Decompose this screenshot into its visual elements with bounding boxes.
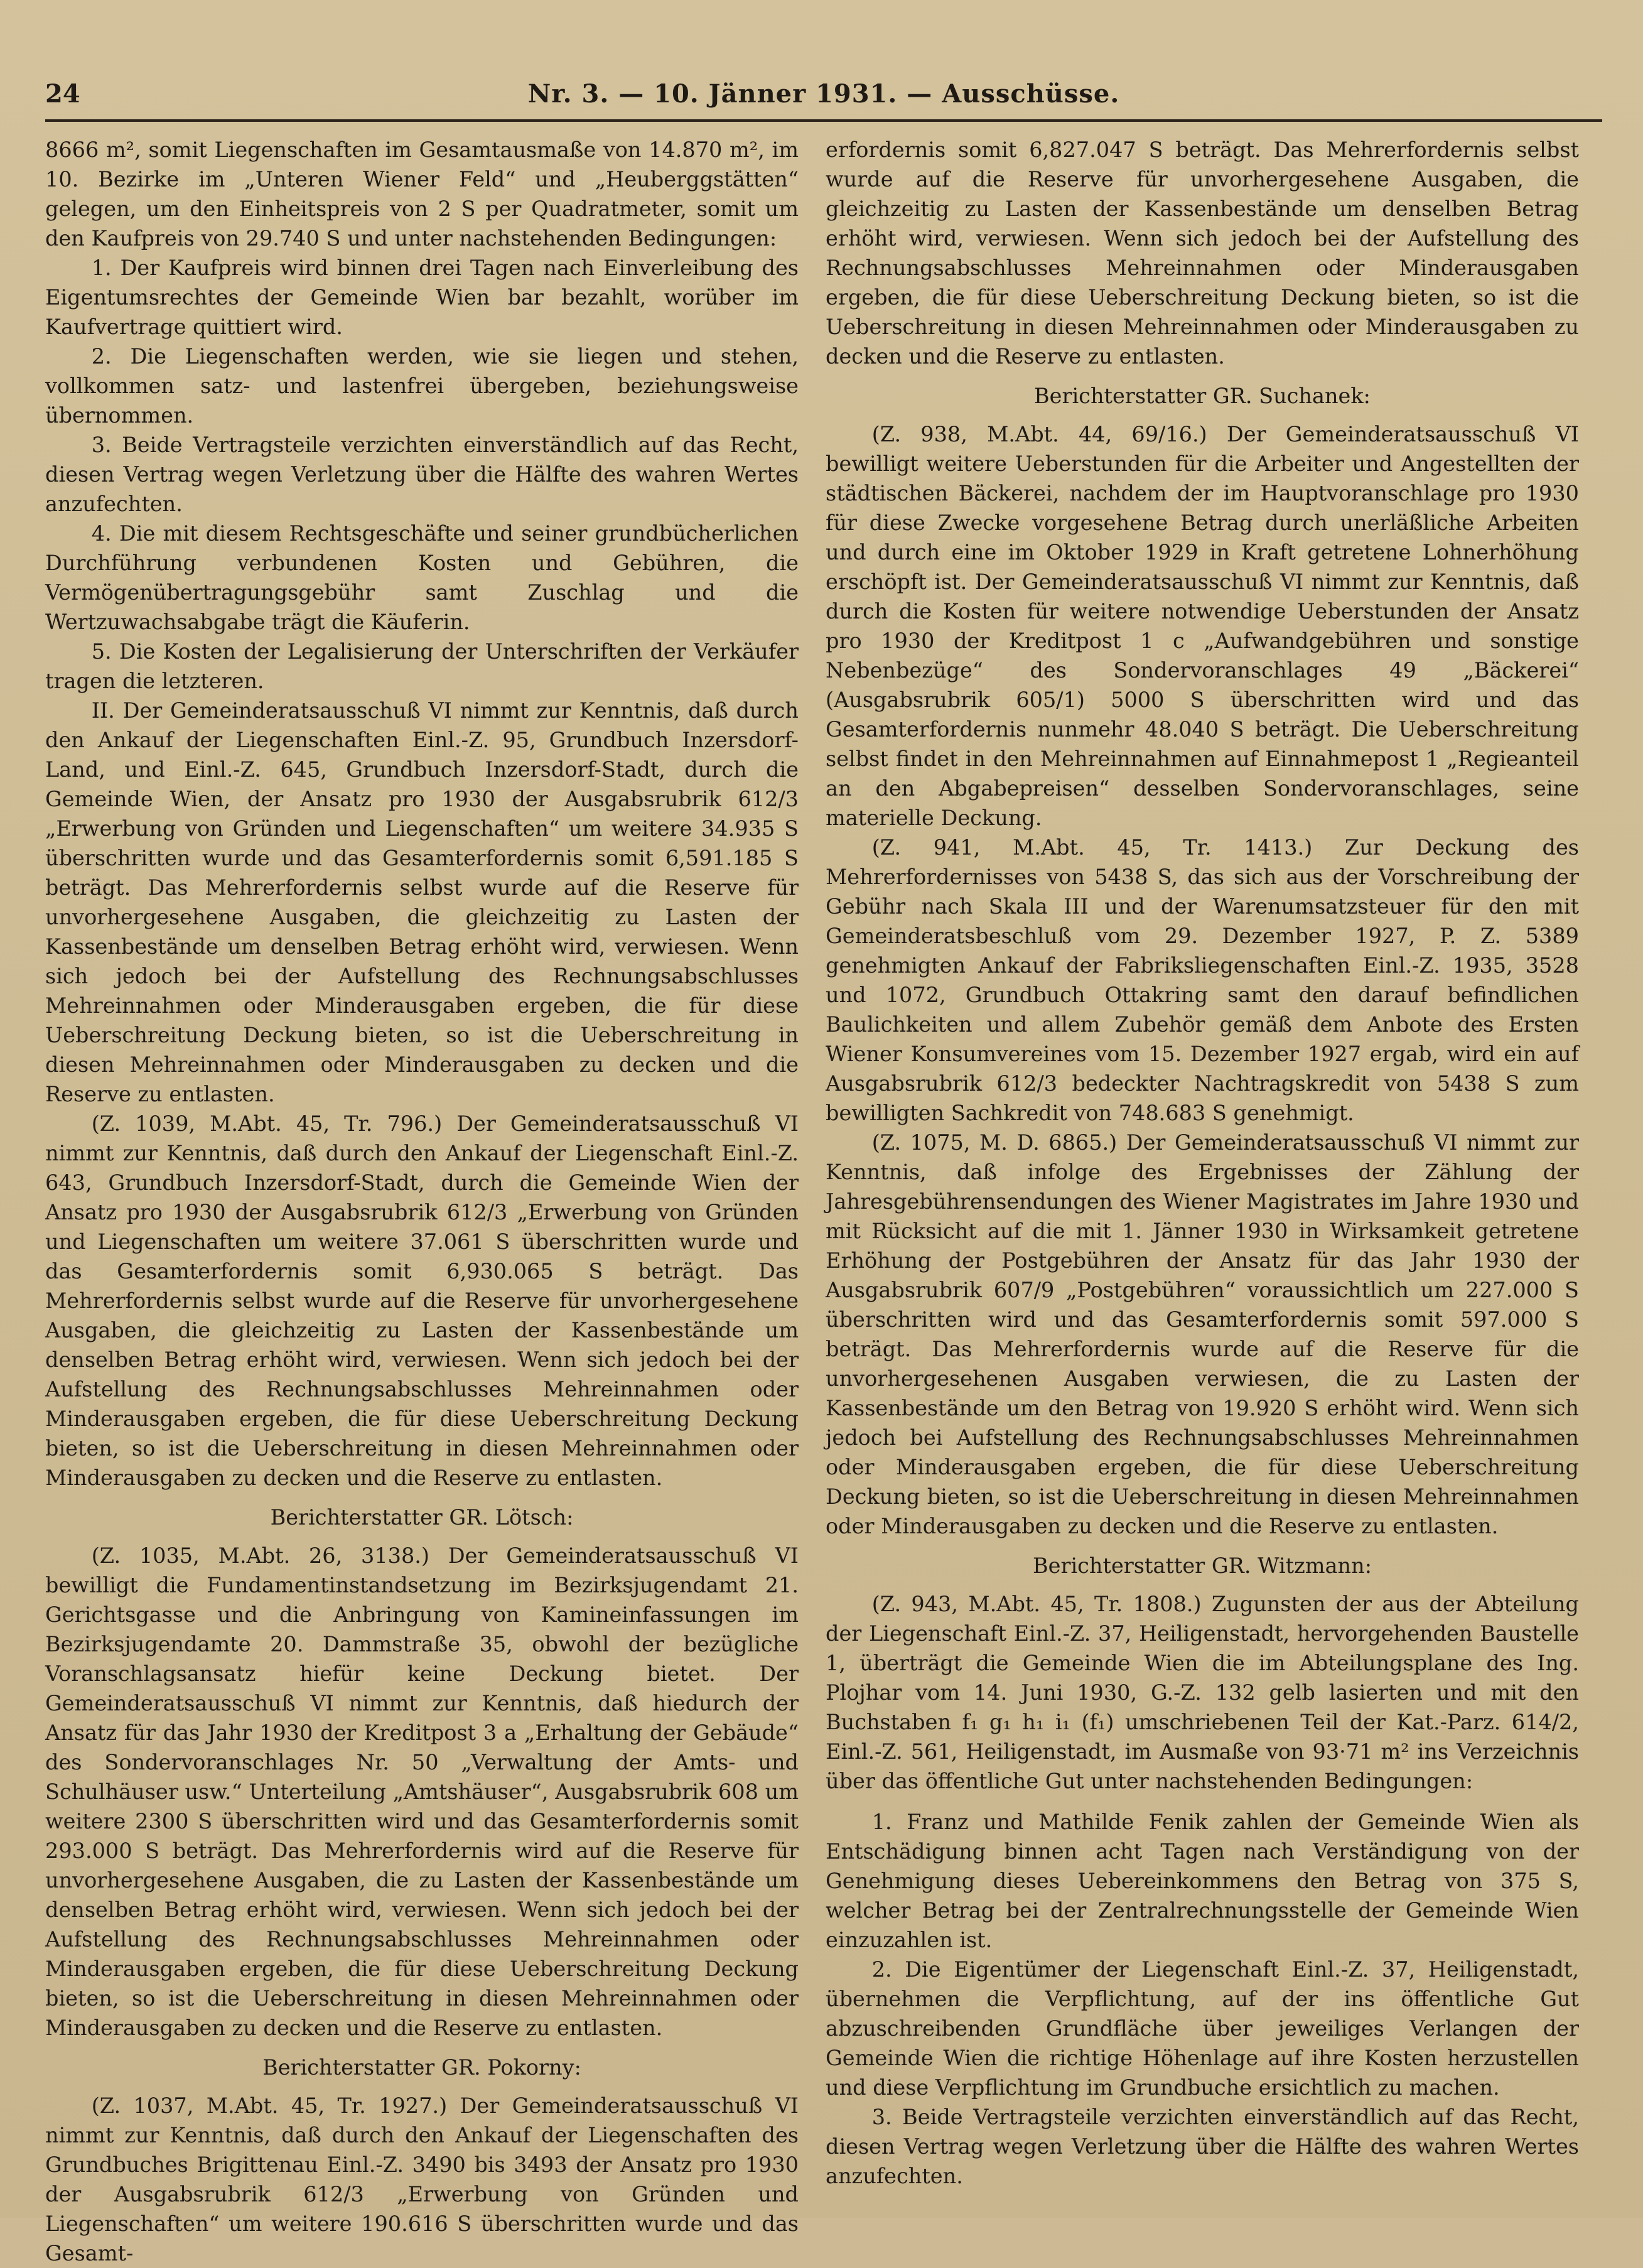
paragraph: 3. Beide Vertragsteile verzichten einverständlich auf das Recht, diesen Vertrag wegen Verletzung über die Hälfte des wahren Wertes anzufechten. xyxy=(826,2105,1579,2188)
paragraph: (Z. 1075, M. D. 6865.) Der Gemeinderatsausschuß VI nimmt zur Kenntnis, daß infolge des Ergebnisses der Zählung der Jahresgebührensendungen des Wiener Magistrates im Jahre 1930 und mit Rücksicht auf die mit 1. Jänner 1930 in Wirksamkeit getretene Erhöhung der Postgebühren der Ansatz für das Jahr 1930 der Ausgabsrubrik 607/9 „Postgebühren“ voraussichtlich um 227.000 S überschritten wird und das Gesamterfordernis somit 597.000 S beträgt. Das Mehrerfordernis wurde auf die Reserve für die unvorhergesehenen Ausgaben verwiesen, die zu Lasten der Kassenbestände um den Betrag von 19.920 S erhöht wird. Wenn sich jedoch bei Aufstellung des Rechnungsabschlusses Mehreinnahmen oder Minderausgaben ergeben, die für diese Ueberschreitung Deckung bieten, so ist die Ueberschreitung in diesen Mehreinnahmen oder Minderausgaben zu decken und die Reserve zu entlasten. xyxy=(826,1130,1579,1538)
section-heading: Berichterstatter GR. Witzmann: xyxy=(1033,1553,1372,1578)
paragraph: (Z. 1039, M.Abt. 45, Tr. 796.) Der Gemeinderatsausschuß VI nimmt zur Kenntnis, daß durch den Ankauf der Liegenschaft Einl.-Z. 643, Grundbuch Inzersdorf-Stadt, durch die Gemeinde Wien der Ansatz pro 1930 der Ausgabsrubrik 612/3 „Erwerbung von Gründen und Liegenschaften um weitere 37.061 S überschritten wurde und das Gesamterfordernis somit 6,930.065 S beträgt. Das Mehrerfordernis selbst wurde auf die Reserve für unvorhergesehene Ausgaben, die gleichzeitig zu Lasten der Kassenbestände um denselben Betrag erhöht wird, verwiesen. Wenn sich jedoch bei der Aufstellung des Rechnungsabschlusses Mehreinnahmen oder Minderausgaben ergeben, die für diese Ueberschreitung Deckung bieten, so ist die Ueberschreitung in diesen Mehreinnahmen oder Minderausgaben zu decken und die Reserve zu entlasten. xyxy=(45,1111,799,1490)
header-rule xyxy=(45,119,1602,122)
paragraph: (Z. 1035, M.Abt. 26, 3138.) Der Gemeinderatsausschuß VI bewilligt die Fundamentinstandsetzung im Bezirksjugendamt 21. Gerichtsgasse und die Anbringung von Kamineinfassungen im Bezirksjugendamte 20. Dammstraße 35, obwohl der bezügliche Voranschlagsansatz hiefür keine Deckung bietet. Der Gemeinderatsausschuß VI nimmt zur Kenntnis, daß hiedurch der Ansatz für das Jahr 1930 der Kreditpost 3 a „Erhaltung der Gebäude“ des Sondervoranschlages Nr. 50 „Verwaltung der Amts- und Schulhäuser usw.“ Unterteilung „Amtshäuser“, Ausgabsrubrik 608 um weitere 2300 S überschritten wird und das Gesamterfordernis somit 293.000 S beträgt. Das Mehrerfordernis wird auf die Reserve für unvorhergesehene Ausgaben, die zu Lasten der Kassenbestände um denselben Betrag erhöht wird, verwiesen. Wenn sich jedoch bei der Aufstellung des Rechnungsabschlusses Mehreinnahmen oder Minderausgaben ergeben, die für diese Ueberschreitung Deckung bieten, so ist die Ueberschreitung in diesen Mehreinnahmen oder Minderausgaben zu decken und die Reserve zu entlasten. xyxy=(45,1543,799,2040)
page-header xyxy=(45,74,1602,119)
paragraph: (Z. 938, M.Abt. 44, 69/16.) Der Gemeinderatsausschuß VI bewilligt weitere Ueberstunden für die Arbeiter und Angestellten der städtischen Bäckerei, nachdem der im Hauptvoranschlage pro 1930 für diese Zwecke vorgesehene Betrag durch unerläßliche Arbeiten und durch eine im Oktober 1929 in Kraft getretene Lohnerhöhung erschöpft ist. Der Gemeinderatsausschuß VI nimmt zur Kenntnis, daß durch die Kosten für weitere notwendige Ueberstunden der Ansatz pro 1930 der Kreditpost 1 c „Aufwandgebühren und sonstige Nebenbezüge“ des Sondervoranschlages 49 „Bäckerei“ (Ausgabsrubrik 605/1) 5000 S überschritten wird und das Gesamterfordernis nunmehr 48.040 S beträgt. Die Ueberschreitung selbst findet in den Mehreinnahmen auf Einnahmepost 1 „Regieanteil an den Abgabepreisen“ desselben Sondervoranschlages, seine materielle Deckung. xyxy=(826,422,1579,830)
page-number: 24 xyxy=(45,79,80,109)
running-head: Nr. 3. — 10. Jänner 1931. — Ausschüsse. xyxy=(527,79,1120,109)
left-column xyxy=(45,135,799,2265)
paragraph: 2. Die Eigentümer der Liegenschaft Einl.-Z. 37, Heiligenstadt, übernehmen die Verpflichtung, auf der ins öffentliche Gut abzuschreibenden Grundfläche über jeweiliges Verlangen der Gemeinde Wien die richtige Höhenlage auf ihre Kosten herzustellen und diese Verpflichtung im Grundbuche ersichtlich zu machen. xyxy=(826,1957,1579,2100)
paragraph: (Z. 943, M.Abt. 45, Tr. 1808.) Zugunsten der aus der Abteilung der Liegenschaft Einl.-Z. 37, Heiligenstadt, hervorgehenden Baustelle 1, überträgt die Gemeinde Wien die im Abteilungsplane des Ing. Plojhar vom 14. Juni 1930, G.-Z. 132 gelb lasierten und mit den Buchstaben f₁ g₁ h₁ i₁ (f₁) umschriebenen Teil der Kat.-Parz. 614/2, Einl.-Z. 561, Heiligenstadt, im Ausmaße von 93·71 m² ins Verzeichnis über das öffentliche Gut unter nachstehenden Bedingungen: xyxy=(826,1592,1579,1793)
paragraph: erfordernis somit 6,827.047 S beträgt. Das Mehrerfordernis selbst wurde auf die Reserve für unvorhergesehene Ausgaben, die gleichzeitig zu Lasten der Kassenbestände um denselben Betrag erhöht wird, verwiesen. Wenn sich jedoch bei der Aufstellung des Rechnungsabschlusses Mehreinnahmen oder Minderausgaben ergeben, die für diese Ueberschreitung Deckung bieten, so ist die Ueberschreitung in diesen Mehreinnahmen oder Minderausgaben zu decken und die Reserve zu entlasten. xyxy=(826,138,1579,369)
paragraph: (Z. 1037, M.Abt. 45, Tr. 1927.) Der Gemeinderatsausschuß VI nimmt zur Kenntnis, daß durch den Ankauf der Liegenschaften des Grundbuches Brigittenau Einl.-Z. 3490 bis 3493 der Ansatz pro 1930 der Ausgabsrubrik 612/3 „Erwerbung von Gründen und Liegenschaften“ um weitere 190.616 S überschritten wurde und das Gesamt- xyxy=(45,2093,799,2265)
paragraph: 5. Die Kosten der Legalisierung der Unterschriften der Verkäufer tragen die letzteren. xyxy=(45,639,799,693)
paragraph: 3. Beide Vertragsteile verzichten einverständlich auf das Recht, diesen Vertrag wegen Verletzung über die Hälfte des wahren Wertes anzufechten. xyxy=(45,433,799,516)
paragraph: 8666 m², somit Liegenschaften im Gesamtausmaße von 14.870 m², im 10. Bezirke im „Unteren Wiener Feld“ und „Heuberggstätten“ gelegen, um den Einheitspreis von 2 S per Quadratmeter, somit um den Kaufpreis von 29.740 S und unter nachstehenden Bedingungen: xyxy=(45,138,799,251)
paragraph: 4. Die mit diesem Rechtsgeschäfte und seiner grundbücherlichen Durchführung verbundenen Kosten und Gebühren, die Vermögenübertragungsgebühr samt Zuschlag und die Wertzuwachsabgabe trägt die Käuferin. xyxy=(45,521,799,634)
section-heading: Berichterstatter GR. Pokorny: xyxy=(262,2055,581,2080)
paragraph: 1. Franz und Mathilde Fenik zahlen der Gemeinde Wien als Entschädigung binnen acht Tagen nach Verständigung von der Genehmigung dieses Uebereinkommens den Betrag von 375 S, welcher Betrag bei der Zentralrechnungsstelle der Gemeinde Wien einzuzahlen ist. xyxy=(826,1810,1579,1952)
paragraph: 2. Die Liegenschaften werden, wie sie liegen und stehen, vollkommen satz- und lastenfrei übergeben, beziehungsweise übernommen. xyxy=(45,344,799,428)
right-column xyxy=(826,135,1579,2188)
paragraph: II. Der Gemeinderatsausschuß VI nimmt zur Kenntnis, daß durch den Ankauf der Liegenschaften Einl.-Z. 95, Grundbuch Inzersdorf-Land, und Einl.-Z. 645, Grundbuch Inzersdorf-Stadt, durch die Gemeinde Wien, der Ansatz pro 1930 der Ausgabsrubrik 612/3 „Erwerbung von Gründen und Liegenschaften“ um weitere 34.935 S überschritten wurde und das Gesamterfordernis somit 6,591.185 S beträgt. Das Mehrerfordernis selbst wurde auf die Reserve für unvorhergesehene Ausgaben, die gleichzeitig zu Lasten der Kassenbestände um denselben Betrag erhöht wird, verwiesen. Wenn sich jedoch bei der Aufstellung des Rechnungsabschlusses Mehreinnahmen oder Minderausgaben ergeben, die für diese Ueberschreitung Deckung bieten, so ist die Ueberschreitung in diesen Mehreinnahmen oder Minderausgaben zu decken und die Reserve zu entlasten. xyxy=(45,698,799,1106)
section-heading: Berichterstatter GR. Suchanek: xyxy=(1034,384,1371,408)
paragraph: 1. Der Kaufpreis wird binnen drei Tagen nach Einverleibung des Eigentumsrechtes der Gemeinde Wien bar bezahlt, worüber im Kaufvertrage quittiert wird. xyxy=(45,256,799,339)
section-heading: Berichterstatter GR. Lötsch: xyxy=(270,1505,574,1530)
paragraph: (Z. 941, M.Abt. 45, Tr. 1413.) Zur Deckung des Mehrerfordernisses von 5438 S, das sich aus der Vorschreibung der Gebühr nach Skala III und der Warenumsatzsteuer für den mit Gemeinderatsbeschluß vom 29. Dezember 1927, P. Z. 5389 genehmigten Ankauf der Fabriksliegenschaften Einl.-Z. 1935, 3528 und 1072, Grundbuch Ottakring samt den darauf befindlichen Baulichkeiten und allem Zubehör gemäß dem Anbote des Ersten Wiener Konsumvereines vom 15. Dezember 1927 ergab, wird ein auf Ausgabsrubrik 612/3 bedeckter Nachtragskredit von 5438 S zum bewilligten Sachkredit von 748.683 S genehmigt. xyxy=(826,835,1579,1125)
